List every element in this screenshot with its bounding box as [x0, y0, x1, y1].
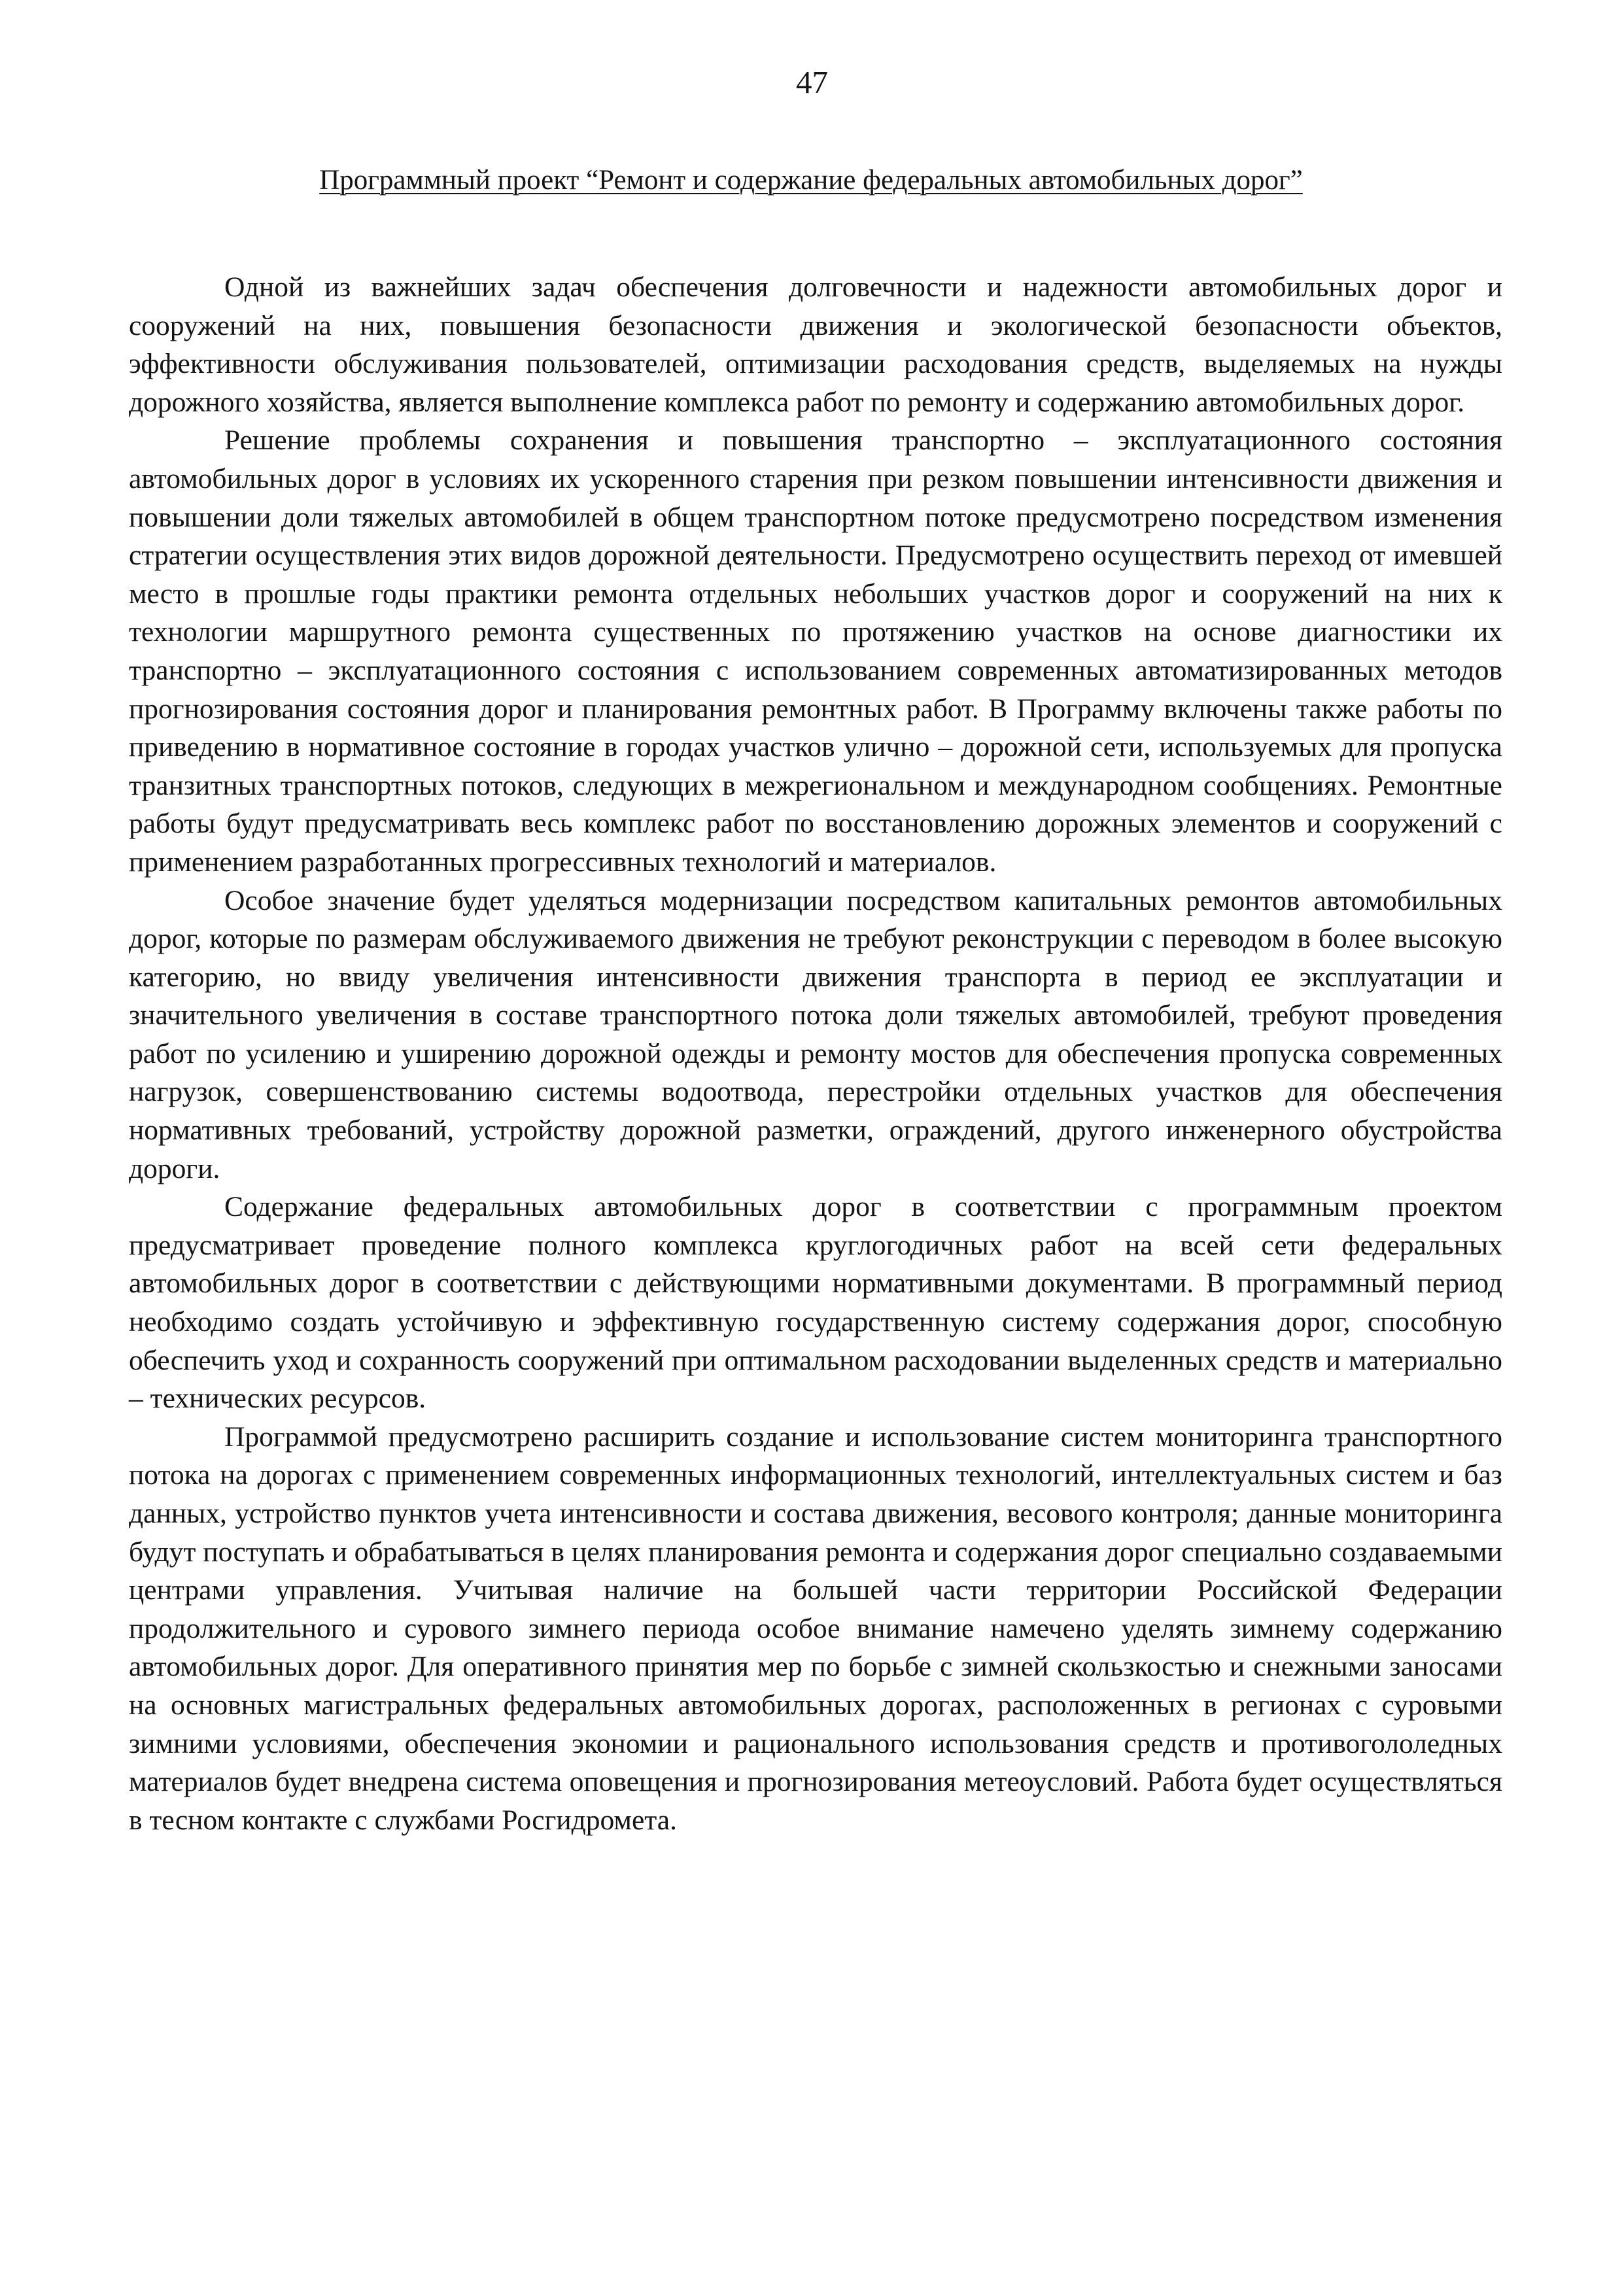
paragraph: Программой предусмотрено расширить создание и использование систем мониторинга транспортного потока на дорогах с применением современных информационных технологий, интеллектуальных систем и баз данных, устройство пунктов учета интенсивности и состава движения, весового контроля; данные мониторинга будут поступать и обрабатываться в целях планирования ремонта и содержания дорог специально создаваемыми центрами управления. Учитывая наличие на большей части территории Российской Федерации продолжительного и сурового зимнего периода особое внимание намечено уделять зимнему содержанию автомобильных дорог. Для оперативного принятия мер по борьбе с зимней скользкостью и снежными заносами на основных магистральных федеральных автомобильных дорогах, расположенных в регионах с суровыми зимними условиями, обеспечения экономии и рационального использования средств и противогололедных материалов будет внедрена система оповещения и прогнозирования метеоусловий. Работа будет осуществляться в тесном контакте с службами Росгидромета.: [129, 1421, 1502, 1836]
paragraph: Одной из важнейших задач обеспечения долговечности и надежности автомобильных дорог и сооружений на них, повышения безопасности движения и экологической безопасности объектов, эффективности обслуживания пользователей, оптимизации расходования средств, выделяемых на нужды дорожного хозяйства, является выполнение комплекса работ по ремонту и содержанию автомобильных дорог.: [129, 271, 1502, 418]
section-title: Программный проект “Ремонт и содержание федеральных автомобильных дорог”: [319, 165, 1303, 196]
paragraph: Содержание федеральных автомобильных дорог в соответствии с программным проектом предусматривает проведение полного комплекса круглогодичных работ на всей сети федеральных автомобильных дорог в соответствии с действующими нормативными документами. В программный период необходимо создать устойчивую и эффективную государственную систему содержания дорог, способную обеспечить уход и сохранность сооружений при оптимальном расходовании выделенных средств и материально – технических ресурсов.: [129, 1191, 1502, 1415]
body-text: [129, 268, 1502, 1839]
page-number: 47: [796, 64, 828, 100]
paragraph: Особое значение будет уделяться модернизации посредством капитальных ремонтов автомобильных дорог, которые по размерам обслуживаемого движения не требуют реконструкции с переводом в более высокую категорию, но ввиду увеличения интенсивности движения транспорта в период ее эксплуатации и значительного увеличения в составе транспортного потока доли тяжелых автомобилей, требуют проведения работ по усилению и уширению дорожной одежды и ремонту мостов для обеспечения пропуска современных нагрузок, совершенствованию системы водоотвода, перестройки отдельных участков для обеспечения нормативных требований, устройству дорожной разметки, ограждений, другого инженерного обустройства дороги.: [129, 884, 1502, 1184]
paragraph: Решение проблемы сохранения и повышения транспортно – эксплуатационного состояния автомобильных дорог в условиях их ускоренного старения при резком повышении интенсивности движения и повышении доли тяжелых автомобилей в общем транспортном потоке предусмотрено посредством изменения стратегии осуществления этих видов дорожной деятельности. Предусмотрено осуществить переход от имевшей место в прошлые годы практики ремонта отдельных небольших участков дорог и сооружений на них к технологии маршрутного ремонта существенных по протяжению участков на основе диагностики их транспортно – эксплуатационного состояния с использованием современных автоматизированных методов прогнозирования состояния дорог и планирования ремонтных работ. В Программу включены также работы по приведению в нормативное состояние в городах участков улично – дорожной сети, используемых для пропуска транзитных транспортных потоков, следующих в межрегиональном и международном сообщениях. Ремонтные работы будут предусматривать весь комплекс работ по восстановлению дорожных элементов и сооружений с применением разработанных прогрессивных технологий и материалов.: [129, 424, 1502, 878]
